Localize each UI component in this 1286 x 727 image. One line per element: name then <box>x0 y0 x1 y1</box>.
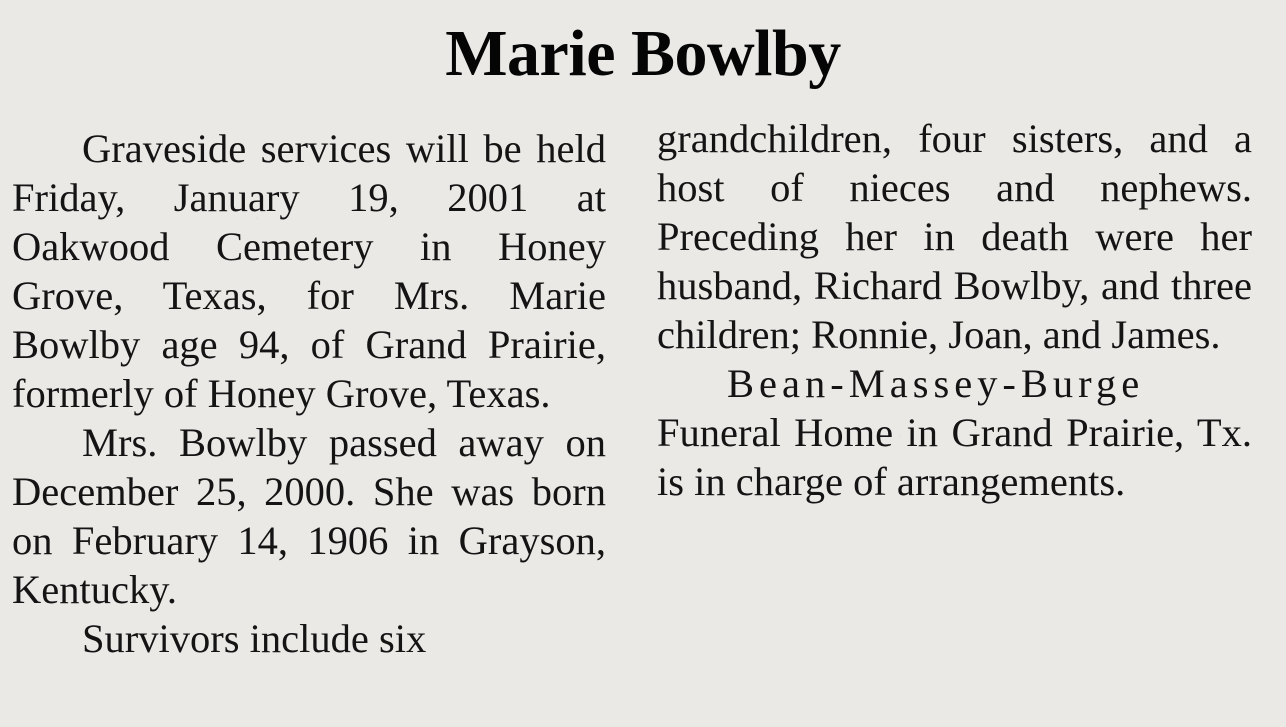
left-column <box>12 124 606 663</box>
paragraph-survivors-continued: grandchildren, four sisters, and a host of nieces and nephews. Preceding her in death were her husband, Richard Bowlby, and three children; Ronnie, Joan, and James. <box>657 116 1252 357</box>
right-column <box>657 114 1252 506</box>
paragraph-arrangements: Funeral Home in Grand Prairie, Tx. is in charge of arrangements. <box>657 410 1252 504</box>
paragraph-survivors-start: Survivors include six <box>82 616 427 661</box>
obituary-title: Marie Bowlby <box>445 17 841 90</box>
paragraph-services: Graveside services will be held Friday, January 19, 2001 at Oakwood Cemetery in Honey Grove, Texas, for Mrs. Marie Bowlby age 94, of Grand Prairie, formerly of Honey Grove, Texas. <box>12 126 606 416</box>
funeral-home-name: Bean-Massey-Burge <box>727 361 1145 406</box>
paragraph-passing: Mrs. Bowlby passed away on December 25, 2000. She was born on February 14, 1906 in Grayson, Kentucky. <box>12 420 606 612</box>
